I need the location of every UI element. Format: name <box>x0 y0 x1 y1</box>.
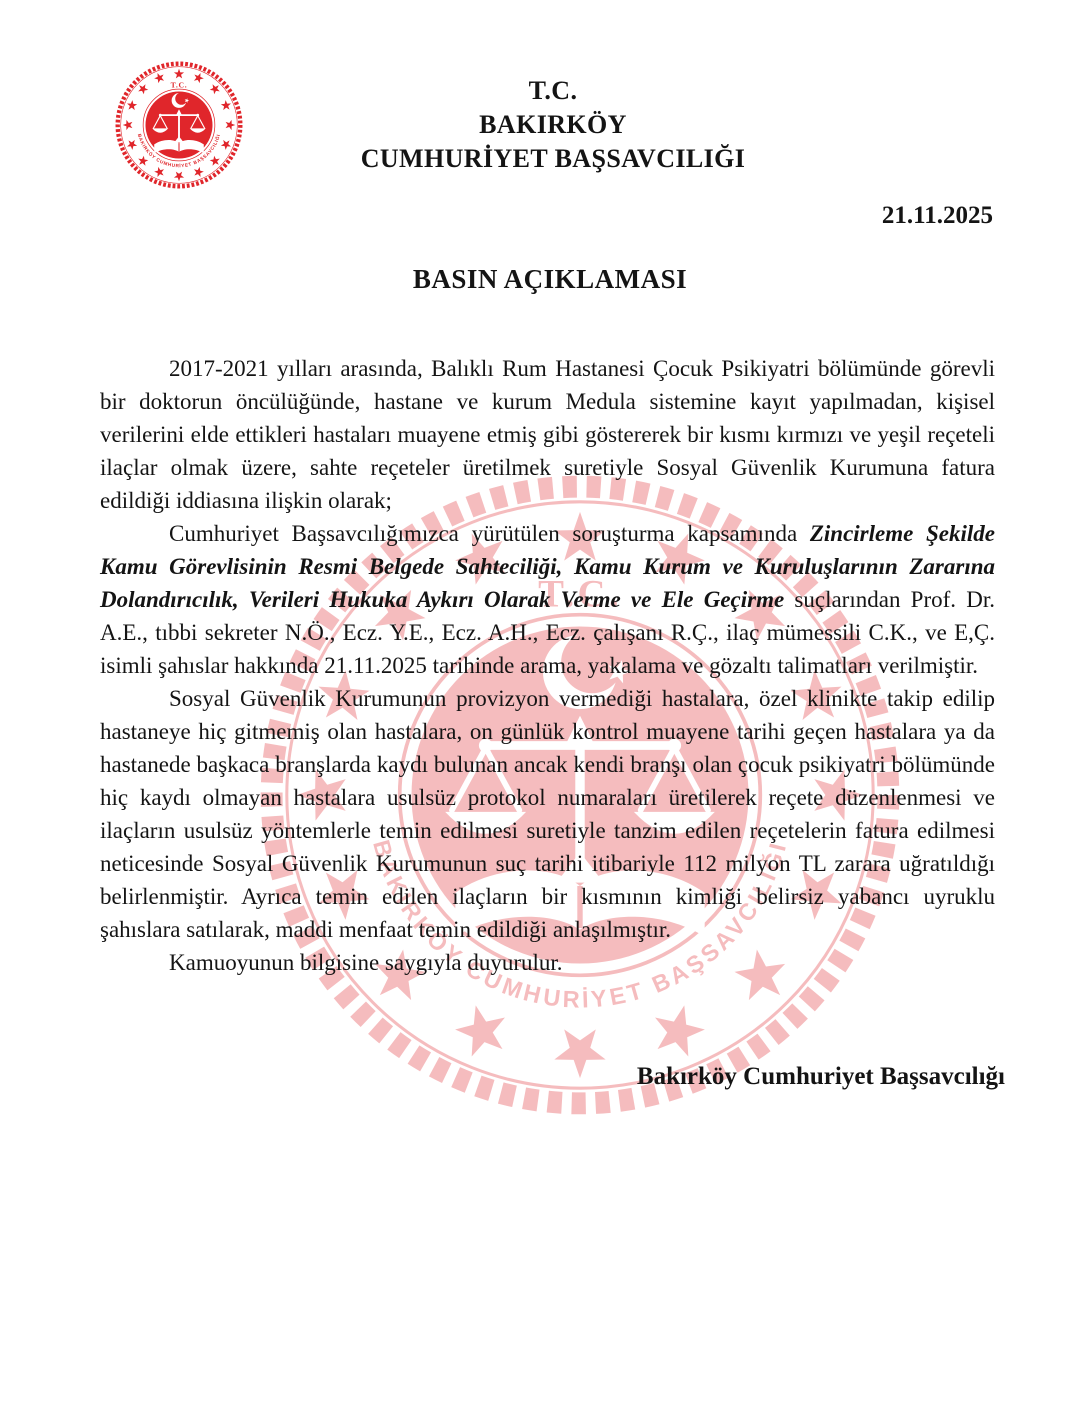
paragraph-investigation-rest: suçlarından Prof. Dr. A.E., tıbbi sekreter N.Ö., Ecz. Y.E., Ecz. A.H., Ecz. çalışanı R.Ç., ilaç mümessili C.K., ve E,Ç. isimli şahıslar hakkında 21.11.2025 tarihinde arama, yakalama ve gözaltı talimatları verilmiştir. <box>100 587 995 678</box>
paragraph-allegation: 2017-2021 yılları arasında, Balıklı Rum Hastanesi Çocuk Psikiyatri bölümünde görevli bir doktorun öncülüğünde, hastane ve kurum Medula sistemine kayıt yapılmadan, kişisel verilerini elde ettikleri hastaları muayene etmiş gibi göstererek bir kısmı kırmızı ve yeşil reçeteli ilaçlar olmak üzere, sahte reçeteler üretilmek suretiyle Sosyal Güvenlik Kurumuna fatura edildiği iddiasına ilişkin olarak; <box>100 356 995 513</box>
paragraph-findings: Sosyal Güvenlik Kurumunun provizyon vermediği hastalara, özel klinikte takip edilip hastaneye hiç gitmemiş olan hastalara, on günlük kontrol muayene tarihi geçen hastalara ya da hastanede başkaca branşlarda kaydı bulunan ancak kendi branşı olan çocuk psikiyatri bölümünde hiç kaydı olmayan hastalara usulsüz protokol numaraları üretilerek reçete düzenlenmesi ve ilaçların usulsüz yöntemlerle temin edilmesi suretiyle tanzim edilen reçetelerin fatura edilmesi neticesinde Sosyal Güvenlik Kurumunun suç tarihi itibariyle 112 milyon TL zarara uğratıldığı belirlenmiştir. Ayrıca temin edilen ilaçların bir kısmının kimliği belirsiz yabancı uyruklu şahıslara satılarak, maddi menfaat temin edildiği anlaşılmıştır. <box>100 686 995 942</box>
page-title: BASIN AÇIKLAMASI <box>412 264 688 294</box>
seal-logo <box>112 58 246 192</box>
document-date: 21.11.2025 <box>881 202 993 229</box>
signature-office: Bakırköy Cumhuriyet Başsavcılığı <box>636 1063 1005 1090</box>
letterhead-line-office: CUMHURİYET BAŞSAVCILIĞI <box>360 144 746 173</box>
closing-line: Kamuoyunun bilgisine saygıyla duyurulur. <box>169 950 563 975</box>
letterhead-line-city: BAKIRKÖY <box>479 110 627 139</box>
paragraph-investigation <box>100 517 995 682</box>
charges-emphasis: Zincirleme Şekilde Kamu Görevlisinin Resmi Belgede Sahteciliği, Kamu Kurum ve Kuruluşlarının Zararına Dolandırıcılık, Verileri Hukuka Aykırı Olarak Verme ve Ele Geçirme <box>100 521 995 612</box>
letterhead-line-tc: T.C. <box>528 76 578 105</box>
paragraph-investigation-lead: Cumhuriyet Başsavcılığımızca yürütülen soruşturma kapsamında <box>169 521 810 546</box>
document-body <box>100 352 995 979</box>
